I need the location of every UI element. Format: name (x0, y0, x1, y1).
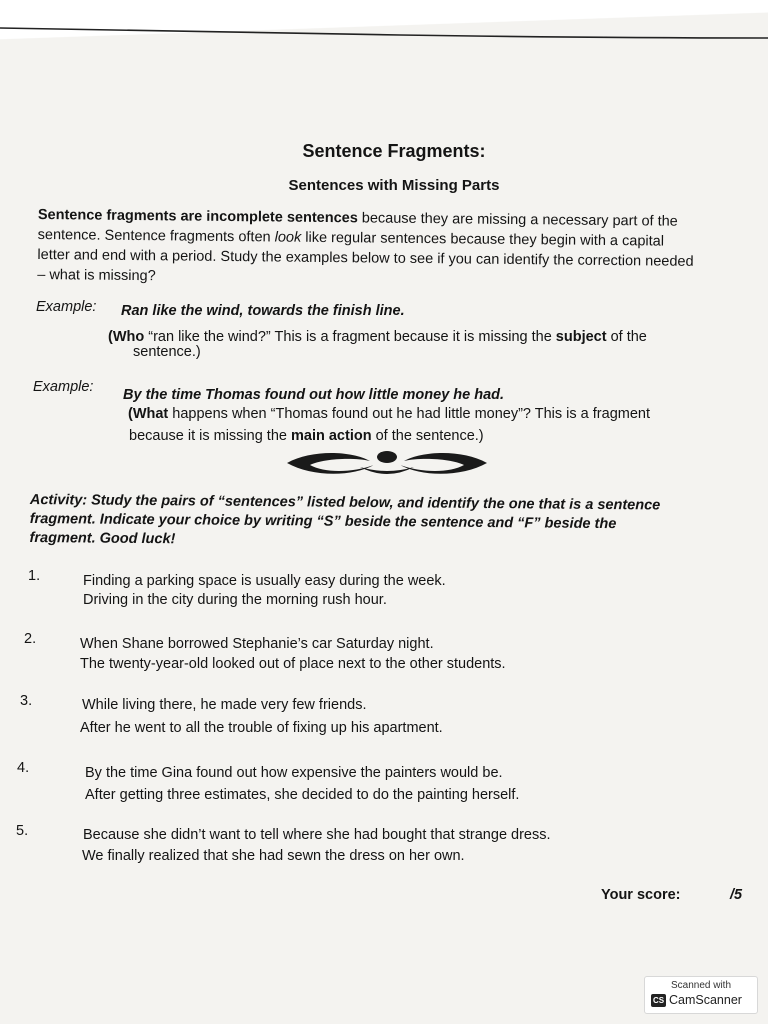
example-2-expl-text: happens when “Thomas found out he had little money”? This is a fragment (168, 406, 650, 422)
activity-line-2: fragment. Indicate your choice by writing “S” beside the sentence and “F” beside the (29, 510, 617, 533)
intro-line-3: letter and end with a period. Study the examples below to see if you can identify the correction needed (37, 246, 694, 270)
worksheet-subtitle: Sentences with Missing Parts (288, 177, 500, 194)
item-1-number: 1. (28, 568, 41, 584)
item-2-sentence-b: The twenty-year-old looked out of place next to the other students. (80, 656, 506, 672)
item-5-sentence-a: Because she didn’t want to tell where she had bought that strange dress. (83, 827, 551, 843)
item-2-number: 2. (24, 631, 37, 647)
item-4-sentence-b: After getting three estimates, she decided to do the painting herself. (85, 787, 520, 803)
example-1-explanation-line-2: sentence.) (133, 344, 201, 360)
torn-edge-line (0, 26, 768, 40)
item-4-sentence-a: By the time Gina found out how expensive the painters would be. (85, 765, 503, 781)
worksheet-title: Sentence Fragments: (302, 141, 486, 161)
item-1-sentence-b: Driving in the city during the morning rush hour. (83, 592, 387, 608)
example-2-what: (What (128, 406, 169, 422)
item-3-number: 3. (20, 693, 33, 709)
intro-line-4: – what is missing? (37, 266, 156, 285)
activity-line-3: fragment. Good luck! (29, 529, 176, 548)
item-3-sentence-b: After he went to all the trouble of fixing up his apartment. (80, 720, 443, 736)
example-2-explanation-line-2 (129, 427, 484, 446)
example-2-main-action: main action (291, 428, 372, 444)
intro-bold-phrase: Sentence fragments are incomplete sentences (37, 206, 358, 227)
score-label: Your score: (601, 887, 681, 903)
item-5-sentence-b: We finally realized that she had sewn the dress on her own. (82, 848, 465, 864)
intro-line-2-pre: sentence. Sentence fragments often (37, 226, 275, 246)
item-4-number: 4. (17, 760, 30, 776)
intro-line-1-rest: because they are missing a necessary part of the (357, 210, 678, 230)
example-1-label: Example: (36, 299, 97, 315)
example-2-expl-pre: because it is missing the (129, 428, 291, 444)
item-1-sentence-a: Finding a parking space is usually easy during the week. (83, 573, 446, 589)
item-2-sentence-a: When Shane borrowed Stephanie’s car Saturday night. (80, 636, 434, 652)
activity-line-1: Activity: Study the pairs of “sentences” listed below, and identify the one that is a sentence (29, 491, 661, 514)
example-2-expl-end: of the sentence.) (371, 428, 484, 444)
example-2-explanation-line-1 (128, 405, 650, 424)
item-5-number: 5. (16, 823, 29, 839)
example-1-sentence: Ran like the wind, towards the finish line. (121, 303, 405, 319)
example-2-sentence: By the time Thomas found out how little money he had. (123, 387, 505, 403)
example-1-expl-end: of the (606, 329, 647, 345)
watermark-top-text: Scanned with (670, 980, 732, 991)
camscanner-logo-icon: CS (652, 996, 665, 1005)
intro-italic-word: look (274, 229, 302, 246)
intro-paragraph (37, 205, 750, 292)
score-value: /5 (730, 887, 743, 903)
example-1-subject: subject (555, 329, 607, 345)
example-2-label: Example: (33, 379, 94, 395)
activity-instructions (30, 491, 742, 554)
decorative-ornament (282, 447, 492, 479)
camscanner-watermark (644, 976, 758, 1014)
item-3-sentence-a: While living there, he made very few friends. (82, 697, 367, 713)
intro-line-2-rest: like regular sentences because they begin with a capital (301, 229, 665, 250)
example-1-expl-text: “ran like the wind?” This is a fragment because it is missing the (144, 329, 556, 345)
example-1-who: (Who (108, 329, 145, 345)
watermark-brand-name: CamScanner (669, 993, 742, 1007)
